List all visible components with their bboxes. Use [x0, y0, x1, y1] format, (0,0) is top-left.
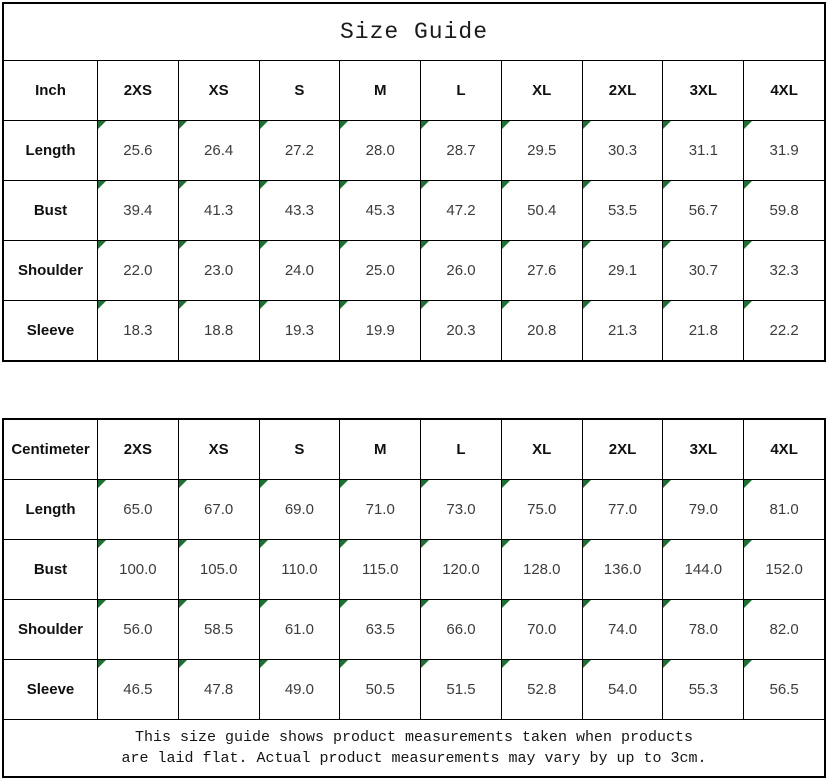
comment-marker-icon: [340, 540, 348, 548]
value-cell: [339, 181, 420, 240]
value-cell: [339, 121, 420, 180]
comment-marker-icon: [340, 301, 348, 309]
size-header-cell: XS: [178, 61, 259, 120]
comment-marker-icon: [260, 480, 268, 488]
value-cell: [97, 241, 178, 300]
value-text: 47.2: [446, 202, 476, 219]
value-cell: [97, 540, 178, 599]
value-cell: [743, 600, 824, 659]
comment-marker-icon: [340, 181, 348, 189]
row-label-cell: Length: [25, 142, 76, 159]
value-cell: [501, 660, 582, 719]
value-cell: [582, 301, 663, 360]
comment-marker-icon: [98, 121, 106, 129]
row-label-cell: Bust: [33, 561, 68, 578]
size-header-cell: 4XL: [743, 61, 824, 120]
value-text: 67.0: [204, 501, 234, 518]
value-text: 70.0: [527, 621, 557, 638]
value-cell: [662, 480, 743, 539]
comment-marker-icon: [98, 540, 106, 548]
value-cell: [339, 241, 420, 300]
value-text: 21.3: [607, 322, 638, 339]
comment-marker-icon: [98, 480, 106, 488]
unit-label-cell: Centimeter: [11, 441, 90, 458]
value-cell: [97, 121, 178, 180]
value-cell: [582, 660, 663, 719]
value-text: 136.0: [603, 561, 642, 578]
value-text: 115.0: [362, 561, 399, 578]
value-text: 31.1: [688, 142, 718, 159]
size-header-cell: 2XL: [582, 420, 663, 479]
value-cell: [582, 241, 663, 300]
value-text: 24.0: [284, 262, 315, 279]
comment-marker-icon: [421, 660, 429, 668]
value-cell: [420, 660, 501, 719]
value-cell: [259, 600, 340, 659]
value-cell: [259, 301, 340, 360]
value-cell: [259, 121, 340, 180]
value-text: 152.0: [765, 561, 803, 578]
row-label-cell: Length: [25, 501, 76, 518]
value-text: 25.0: [365, 262, 395, 279]
table-row: [4, 659, 824, 719]
comment-marker-icon: [583, 241, 591, 249]
value-cell: [582, 540, 663, 599]
row-label-cell: Sleeve: [26, 681, 75, 698]
value-text: 46.5: [123, 681, 153, 698]
comment-marker-icon: [744, 241, 752, 249]
value-text: 32.3: [769, 262, 799, 279]
size-header-cell: 2XL: [582, 61, 663, 120]
comment-marker-icon: [260, 301, 268, 309]
table-row: [4, 300, 824, 360]
value-text: 55.3: [688, 681, 718, 698]
value-text: 23.0: [204, 262, 234, 279]
size-header-row: [4, 420, 824, 479]
comment-marker-icon: [583, 660, 591, 668]
size-header-cell: L: [420, 61, 501, 120]
value-cell: [178, 181, 259, 240]
comment-marker-icon: [583, 600, 591, 608]
table-row: [4, 479, 824, 539]
comment-marker-icon: [502, 301, 510, 309]
value-text: 52.8: [527, 681, 557, 698]
comment-marker-icon: [663, 121, 671, 129]
value-cell: [743, 181, 824, 240]
comment-marker-icon: [583, 121, 591, 129]
comment-marker-icon: [744, 600, 752, 608]
size-header-row: [4, 61, 824, 120]
value-cell: [582, 181, 663, 240]
value-cell: [339, 660, 420, 719]
value-text: 41.3: [204, 202, 234, 219]
comment-marker-icon: [260, 181, 268, 189]
value-cell: [97, 600, 178, 659]
size-header-cell: 4XL: [743, 420, 824, 479]
size-header-cell: 2XS: [97, 420, 178, 479]
value-text: 20.3: [446, 322, 476, 339]
value-cell: [178, 660, 259, 719]
value-text: 30.7: [688, 262, 718, 279]
value-text: 27.6: [527, 262, 557, 279]
size-header-cell: XL: [501, 61, 582, 120]
value-text: 25.6: [123, 142, 153, 159]
value-cell: [420, 301, 501, 360]
value-cell: [97, 660, 178, 719]
value-cell: [178, 241, 259, 300]
value-cell: [420, 241, 501, 300]
comment-marker-icon: [421, 181, 429, 189]
comment-marker-icon: [260, 660, 268, 668]
value-cell: [339, 600, 420, 659]
comment-marker-icon: [260, 600, 268, 608]
value-cell: [582, 600, 663, 659]
value-text: 56.0: [123, 621, 153, 638]
value-text: 21.8: [688, 322, 718, 339]
table-row: [4, 599, 824, 659]
comment-marker-icon: [744, 121, 752, 129]
comment-marker-icon: [744, 301, 752, 309]
comment-marker-icon: [744, 480, 752, 488]
size-header-cell: M: [339, 61, 420, 120]
comment-marker-icon: [502, 480, 510, 488]
value-cell: [743, 660, 824, 719]
comment-marker-icon: [98, 660, 106, 668]
value-cell: [662, 181, 743, 240]
value-cell: [662, 301, 743, 360]
size-header-cell: XL: [501, 420, 582, 479]
value-cell: [501, 301, 582, 360]
value-text: 29.1: [607, 262, 638, 279]
value-cell: [501, 540, 582, 599]
value-cell: [743, 121, 824, 180]
value-text: 22.2: [769, 322, 799, 339]
value-text: 31.9: [769, 142, 799, 159]
comment-marker-icon: [260, 241, 268, 249]
value-cell: [178, 121, 259, 180]
comment-marker-icon: [663, 540, 671, 548]
value-cell: [259, 181, 340, 240]
value-text: 26.4: [204, 142, 234, 159]
value-text: 28.7: [446, 142, 476, 159]
value-cell: [501, 241, 582, 300]
value-text: 144.0: [684, 561, 723, 578]
table-row: [4, 539, 824, 599]
value-cell: [743, 301, 824, 360]
value-text: 47.8: [204, 681, 234, 698]
value-text: 22.0: [123, 262, 153, 279]
value-text: 51.5: [446, 681, 476, 698]
value-cell: [97, 480, 178, 539]
value-cell: [501, 181, 582, 240]
comment-marker-icon: [260, 540, 268, 548]
value-text: 54.0: [607, 681, 638, 698]
value-text: 82.0: [769, 621, 799, 638]
value-text: 78.0: [688, 621, 718, 638]
value-text: 110.0: [281, 561, 318, 578]
comment-marker-icon: [663, 241, 671, 249]
size-header-cell: S: [259, 420, 340, 479]
value-cell: [662, 241, 743, 300]
inch-table: [4, 61, 824, 360]
value-cell: [501, 600, 582, 659]
value-cell: [743, 540, 824, 599]
comment-marker-icon: [502, 600, 510, 608]
comment-marker-icon: [340, 600, 348, 608]
value-text: 26.0: [446, 262, 476, 279]
comment-marker-icon: [663, 660, 671, 668]
value-cell: [501, 480, 582, 539]
page-title: Size Guide: [4, 4, 824, 61]
footer-note: [4, 719, 824, 776]
comment-marker-icon: [179, 181, 187, 189]
comment-marker-icon: [663, 181, 671, 189]
table-row: [4, 120, 824, 180]
value-text: 59.8: [769, 202, 799, 219]
comment-marker-icon: [502, 241, 510, 249]
comment-marker-icon: [98, 181, 106, 189]
value-text: 28.0: [365, 142, 395, 159]
value-text: 69.0: [284, 501, 315, 518]
value-text: 18.8: [204, 322, 234, 339]
value-cell: [420, 480, 501, 539]
comment-marker-icon: [583, 181, 591, 189]
value-text: 66.0: [446, 621, 476, 638]
value-cell: [339, 540, 420, 599]
value-text: 27.2: [284, 142, 315, 159]
size-header-cell: 3XL: [662, 420, 743, 479]
value-cell: [662, 660, 743, 719]
comment-marker-icon: [179, 121, 187, 129]
size-header-cell: M: [339, 420, 420, 479]
table-row: [4, 180, 824, 240]
inch-section: [2, 2, 826, 362]
value-cell: [743, 241, 824, 300]
value-text: 29.5: [527, 142, 557, 159]
value-cell: [501, 121, 582, 180]
comment-marker-icon: [502, 121, 510, 129]
comment-marker-icon: [583, 301, 591, 309]
centimeter-table: [4, 420, 824, 719]
size-header-cell: L: [420, 420, 501, 479]
comment-marker-icon: [179, 301, 187, 309]
value-text: 105.0: [199, 561, 238, 578]
value-text: 39.4: [123, 202, 153, 219]
comment-marker-icon: [421, 480, 429, 488]
comment-marker-icon: [421, 600, 429, 608]
value-cell: [339, 480, 420, 539]
size-header-cell: S: [259, 61, 340, 120]
comment-marker-icon: [98, 301, 106, 309]
table-row: [4, 240, 824, 300]
comment-marker-icon: [744, 540, 752, 548]
comment-marker-icon: [744, 181, 752, 189]
value-text: 128.0: [522, 561, 561, 578]
comment-marker-icon: [179, 480, 187, 488]
footer-line-2: are laid flat. Actual product measurements may vary by up to 3cm.: [121, 750, 707, 767]
value-cell: [582, 121, 663, 180]
comment-marker-icon: [583, 480, 591, 488]
value-text: 73.0: [446, 501, 476, 518]
value-text: 79.0: [688, 501, 718, 518]
value-cell: [259, 241, 340, 300]
value-cell: [743, 480, 824, 539]
value-text: 61.0: [284, 621, 315, 638]
comment-marker-icon: [583, 540, 591, 548]
row-label-cell: Sleeve: [26, 322, 75, 339]
comment-marker-icon: [502, 181, 510, 189]
value-cell: [420, 121, 501, 180]
value-cell: [582, 480, 663, 539]
footer-line-1: This size guide shows product measurements taken when products: [134, 729, 694, 746]
value-text: 56.7: [688, 202, 718, 219]
row-label-cell: Bust: [33, 202, 68, 219]
value-cell: [662, 540, 743, 599]
value-text: 75.0: [527, 501, 557, 518]
size-header-cell: 3XL: [662, 61, 743, 120]
comment-marker-icon: [179, 241, 187, 249]
size-header-cell: XS: [178, 420, 259, 479]
value-text: 120.0: [442, 561, 480, 578]
value-cell: [178, 600, 259, 659]
value-text: 58.5: [204, 621, 234, 638]
value-cell: [259, 540, 340, 599]
value-text: 71.0: [365, 501, 395, 518]
value-cell: [97, 181, 178, 240]
comment-marker-icon: [502, 540, 510, 548]
value-text: 53.5: [607, 202, 638, 219]
value-text: 65.0: [123, 501, 153, 518]
value-text: 49.0: [284, 681, 315, 698]
comment-marker-icon: [663, 301, 671, 309]
value-cell: [178, 301, 259, 360]
size-header-cell: 2XS: [97, 61, 178, 120]
comment-marker-icon: [179, 600, 187, 608]
value-text: 19.9: [365, 322, 395, 339]
row-label-cell: Shoulder: [17, 262, 83, 279]
comment-marker-icon: [421, 301, 429, 309]
comment-marker-icon: [98, 600, 106, 608]
comment-marker-icon: [502, 660, 510, 668]
value-cell: [178, 540, 259, 599]
comment-marker-icon: [663, 600, 671, 608]
value-cell: [339, 301, 420, 360]
comment-marker-icon: [179, 540, 187, 548]
comment-marker-icon: [179, 660, 187, 668]
comment-marker-icon: [98, 241, 106, 249]
value-cell: [97, 301, 178, 360]
value-text: 50.4: [527, 202, 557, 219]
value-text: 100.0: [119, 561, 157, 578]
value-text: 30.3: [607, 142, 638, 159]
value-text: 63.5: [365, 621, 395, 638]
value-cell: [420, 181, 501, 240]
value-text: 45.3: [365, 202, 395, 219]
comment-marker-icon: [340, 660, 348, 668]
comment-marker-icon: [260, 121, 268, 129]
value-cell: [662, 121, 743, 180]
value-text: 56.5: [769, 681, 799, 698]
comment-marker-icon: [340, 241, 348, 249]
unit-label-cell: Inch: [35, 82, 66, 99]
value-cell: [420, 540, 501, 599]
value-text: 81.0: [769, 501, 799, 518]
comment-marker-icon: [421, 540, 429, 548]
table-gap: [2, 362, 826, 418]
comment-marker-icon: [421, 121, 429, 129]
comment-marker-icon: [340, 480, 348, 488]
value-text: 43.3: [284, 202, 315, 219]
value-cell: [259, 660, 340, 719]
row-label-cell: Shoulder: [17, 621, 83, 638]
comment-marker-icon: [340, 121, 348, 129]
value-text: 18.3: [123, 322, 153, 339]
value-cell: [662, 600, 743, 659]
value-cell: [178, 480, 259, 539]
comment-marker-icon: [421, 241, 429, 249]
value-text: 77.0: [607, 501, 638, 518]
comment-marker-icon: [663, 480, 671, 488]
value-text: 50.5: [365, 681, 395, 698]
comment-marker-icon: [744, 660, 752, 668]
centimeter-section: [2, 418, 826, 778]
value-cell: [259, 480, 340, 539]
value-text: 20.8: [527, 322, 557, 339]
value-text: 19.3: [284, 322, 315, 339]
value-text: 74.0: [607, 621, 638, 638]
value-cell: [420, 600, 501, 659]
